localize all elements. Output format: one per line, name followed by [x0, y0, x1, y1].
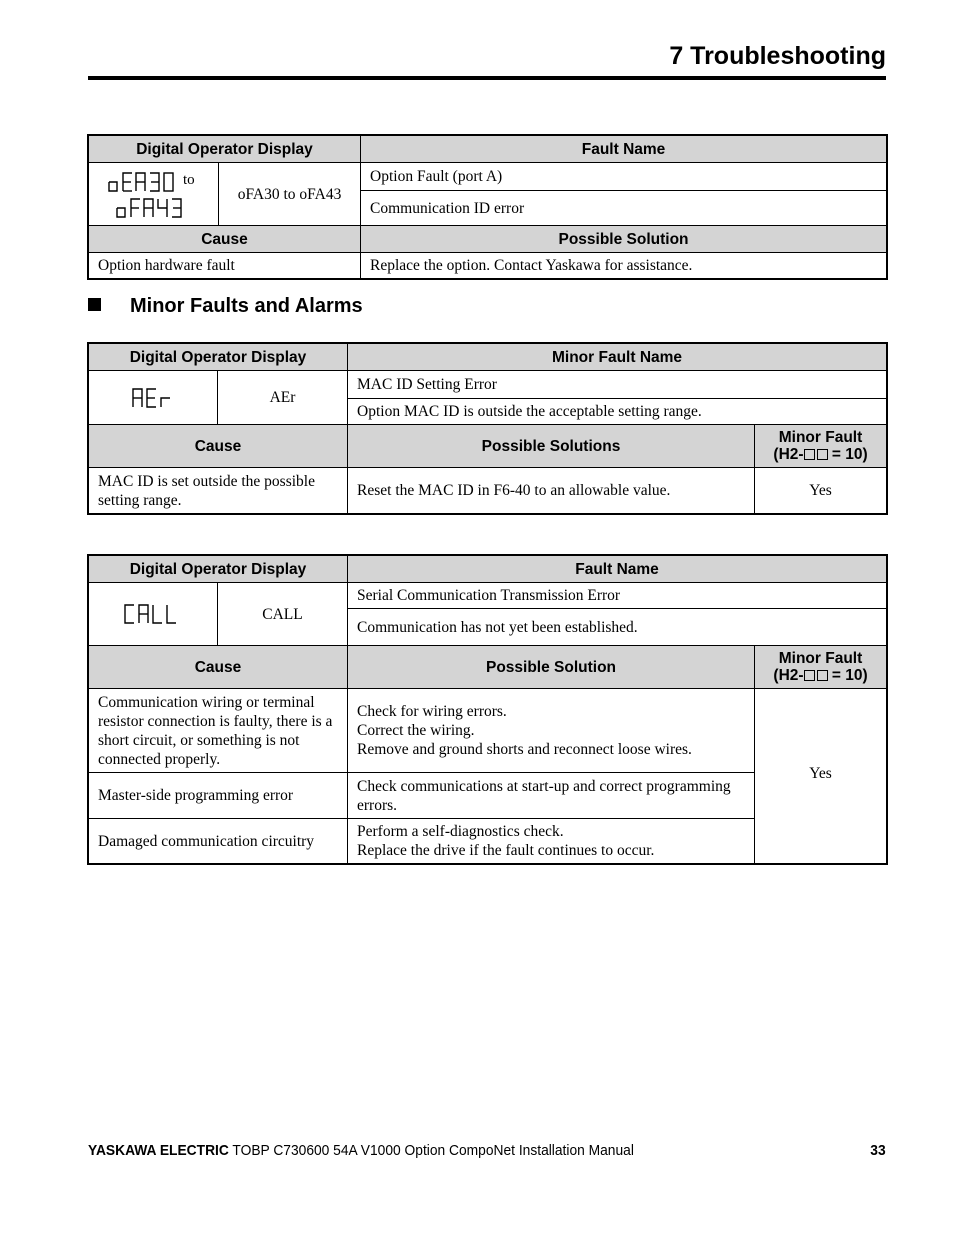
solution-text: Replace the option. Contact Yaskawa for assistance.: [361, 253, 887, 279]
segment-display-cell: [89, 163, 219, 226]
solution-line: Remove and ground shorts and reconnect loose wires.: [357, 741, 692, 758]
segment-display-cell: [89, 583, 218, 646]
col-header-display: Digital Operator Display: [89, 344, 348, 371]
col-header-solution: Possible Solution: [348, 646, 755, 689]
solution-line: Check communications at start-up and correct programming errors.: [357, 777, 731, 814]
fault-code: AEr: [218, 371, 348, 425]
fault-name: Option Fault (port A): [361, 163, 887, 191]
solution-line: Replace the drive if the fault continues to occur.: [357, 842, 655, 859]
solution-line: Correct the wiring.: [357, 722, 475, 739]
box-placeholder-icon: [804, 449, 815, 460]
minor-fault-header-prefix: (H2-: [773, 667, 804, 684]
cause-text: Option hardware fault: [89, 253, 361, 279]
segment-display-aer: [131, 386, 217, 410]
col-header-minor-fault: [755, 425, 887, 468]
footer-document-title: TOBP C730600 54A V1000 Option CompoNet Installation Manual: [228, 1142, 634, 1159]
segment-display-cell: [89, 371, 218, 425]
box-placeholder-icon: [817, 449, 828, 460]
square-bullet-icon: [88, 298, 101, 311]
cause-text: Communication wiring or terminal resistor connection is faulty, there is a short circuit, or something is not connected properly.: [89, 689, 348, 773]
fault-code: oFA30 to oFA43: [219, 163, 361, 226]
minor-fault-value: Yes: [755, 468, 887, 514]
minor-fault-header-suffix: = 10): [827, 667, 868, 684]
cause-text: Damaged communication circuitry: [89, 819, 348, 864]
solution-text: [348, 819, 755, 864]
col-header-fault-name: Fault Name: [361, 136, 887, 163]
box-placeholder-icon: [804, 670, 815, 681]
display-to-text: to: [183, 172, 195, 188]
cause-text: Master-side programming error: [89, 773, 348, 819]
col-header-cause: Cause: [89, 646, 348, 689]
header-rule: [88, 76, 886, 80]
segment-display-ofa43: [115, 196, 212, 220]
solution-line: Check for wiring errors.: [357, 703, 507, 720]
minor-fault-header-prefix: (H2-: [773, 446, 804, 463]
page-footer: [88, 1142, 886, 1159]
col-header-display: Digital Operator Display: [89, 556, 348, 583]
col-header-solutions: Possible Solutions: [348, 425, 755, 468]
solution-text: [348, 689, 755, 773]
col-header-cause: Cause: [89, 425, 348, 468]
fault-description: Option MAC ID is outside the acceptable setting range.: [348, 399, 887, 425]
minor-fault-header-suffix: = 10): [827, 446, 868, 463]
solution-text: [348, 773, 755, 819]
fault-name: Serial Communication Transmission Error: [348, 583, 887, 609]
page-number: 33: [870, 1142, 886, 1159]
section-heading-text: Minor Faults and Alarms: [130, 295, 363, 317]
cause-text: MAC ID is set outside the possible setting range.: [89, 468, 348, 514]
fault-description: Communication ID error: [361, 191, 887, 226]
col-header-minor-fault-name: Minor Fault Name: [348, 344, 887, 371]
minor-fault-table-aer: [88, 343, 887, 514]
box-placeholder-icon: [817, 670, 828, 681]
fault-description: Communication has not yet been established.: [348, 609, 887, 646]
segment-display-call: [123, 602, 217, 626]
section-heading: [88, 295, 363, 318]
col-header-solution: Possible Solution: [361, 226, 887, 253]
solution-line: Perform a self-diagnostics check.: [357, 823, 564, 840]
minor-fault-value: Yes: [755, 689, 887, 864]
col-header-display: Digital Operator Display: [89, 136, 361, 163]
minor-fault-header-line1: Minor Fault: [778, 429, 863, 446]
segment-display-ofa30: [107, 170, 177, 194]
fault-name: MAC ID Setting Error: [348, 371, 887, 399]
fault-table-call: [88, 555, 887, 864]
fault-table-ofa: [88, 135, 887, 279]
page-header-title: 7 Troubleshooting: [669, 42, 886, 70]
minor-fault-header-line1: Minor Fault: [778, 650, 863, 667]
col-header-fault-name: Fault Name: [348, 556, 887, 583]
solution-text: Reset the MAC ID in F6-40 to an allowable value.: [348, 468, 755, 514]
fault-code: CALL: [218, 583, 348, 646]
col-header-minor-fault: [755, 646, 887, 689]
col-header-cause: Cause: [89, 226, 361, 253]
footer-brand: YASKAWA ELECTRIC: [88, 1142, 229, 1159]
